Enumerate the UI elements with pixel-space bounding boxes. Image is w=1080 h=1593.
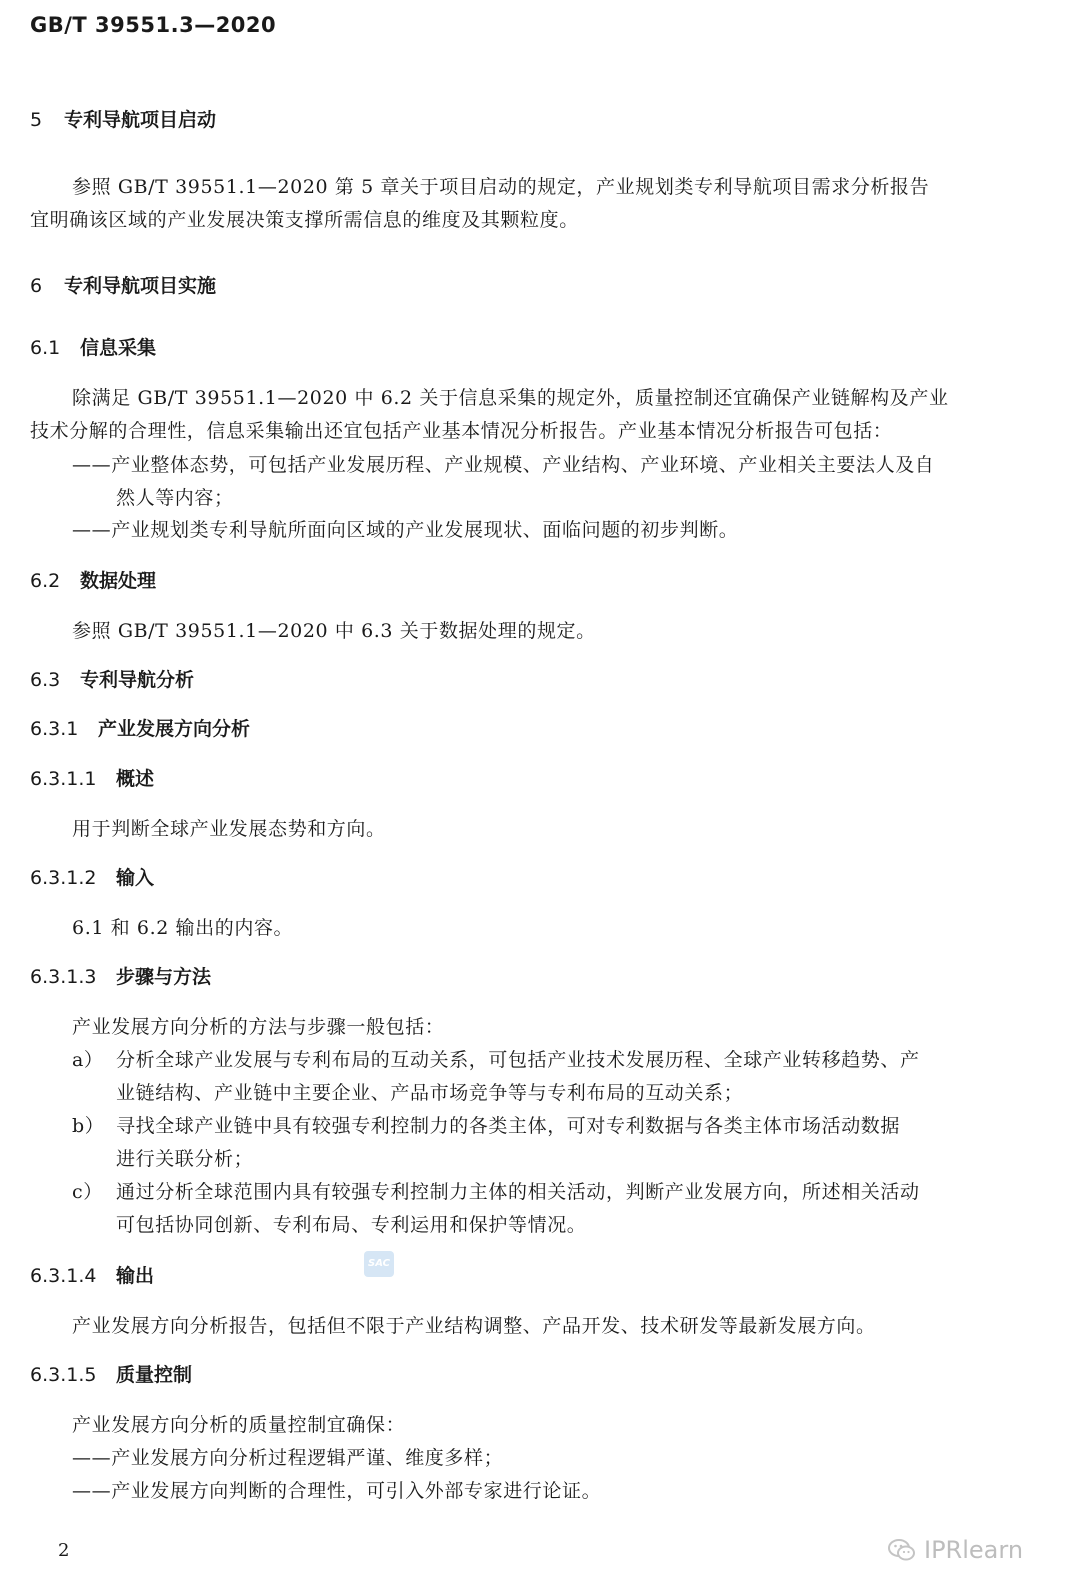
heading-title: 步骤与方法 xyxy=(116,966,212,988)
dash-item: ——产业发展方向判断的合理性，可引入外部专家进行论证。 xyxy=(72,1480,602,1502)
paragraph-line: 宜明确该区域的产业发展决策支撑所需信息的维度及其颗粒度。 xyxy=(30,209,579,231)
heading-6-3-1 xyxy=(30,714,250,741)
heading-6-2 xyxy=(30,566,156,593)
heading-number: 6.3.1.4 xyxy=(30,1265,97,1287)
dash-item: ——产业发展方向分析过程逻辑严谨、维度多样； xyxy=(72,1447,504,1469)
list-label: c） xyxy=(72,1181,103,1203)
heading-number: 6.3.1.3 xyxy=(30,966,97,988)
heading-number: 6.3.1 xyxy=(30,718,79,740)
paragraph-line: 参照 GB/T 39551.1—2020 第 5 章关于项目启动的规定，产业规划类专利导航项目需求分析报告 xyxy=(72,176,930,198)
sac-watermark: SAC xyxy=(364,1251,394,1277)
heading-6-3-1-5 xyxy=(30,1360,192,1387)
dash-item: ——产业整体态势，可包括产业发展历程、产业规模、产业结构、产业环境、产业相关主要法人及自 xyxy=(72,454,935,476)
heading-6-3-1-1 xyxy=(30,764,154,791)
heading-number: 5 xyxy=(30,109,43,131)
heading-number: 6.3.1.1 xyxy=(30,768,97,790)
paragraph-line: 产业发展方向分析的方法与步骤一般包括： xyxy=(72,1016,445,1038)
list-label: a） xyxy=(72,1049,104,1071)
list-item-text: 分析全球产业发展与专利布局的互动关系，可包括产业技术发展历程、全球产业转移趋势、产 xyxy=(116,1049,920,1071)
paragraph-line: 参照 GB/T 39551.1—2020 中 6.3 关于数据处理的规定。 xyxy=(72,620,596,642)
heading-6-3-1-3 xyxy=(30,962,211,989)
heading-6-3 xyxy=(30,665,194,692)
paragraph-line: 产业发展方向分析的质量控制宜确保： xyxy=(72,1414,406,1436)
dash-item: ——产业规划类专利导航所面向区域的产业发展现状、面临问题的初步判断。 xyxy=(72,519,739,541)
list-item-text: 业链结构、产业链中主要企业、产品市场竞争等与专利布局的互动关系； xyxy=(116,1082,744,1104)
paragraph-line: 产业发展方向分析报告，包括但不限于产业结构调整、产品开发、技术研发等最新发展方向。 xyxy=(72,1315,876,1337)
heading-number: 6.2 xyxy=(30,570,61,592)
standard-code: GB/T 39551.3—2020 xyxy=(30,13,277,37)
heading-6-3-1-4 xyxy=(30,1261,154,1288)
page-number: 2 xyxy=(58,1540,70,1561)
heading-number: 6.3.1.2 xyxy=(30,867,97,889)
list-label: b） xyxy=(72,1115,105,1137)
heading-number: 6.3.1.5 xyxy=(30,1364,97,1386)
heading-title: 专利导航分析 xyxy=(80,669,195,691)
paragraph-line: 技术分解的合理性，信息采集输出还宜包括产业基本情况分析报告。产业基本情况分析报告可包括： xyxy=(30,420,893,442)
heading-title: 概述 xyxy=(116,768,155,790)
heading-number: 6.3 xyxy=(30,669,61,691)
list-item-text: 通过分析全球范围内具有较强专利控制力主体的相关活动，判断产业发展方向，所述相关活动 xyxy=(116,1181,920,1203)
heading-title: 专利导航项目实施 xyxy=(64,275,217,297)
heading-5 xyxy=(30,105,216,132)
heading-6-1 xyxy=(30,333,156,360)
heading-title: 专利导航项目启动 xyxy=(64,109,217,131)
heading-title: 产业发展方向分析 xyxy=(98,718,251,740)
heading-title: 质量控制 xyxy=(116,1364,193,1386)
brand-name: IPRlearn xyxy=(924,1536,1024,1564)
heading-title: 数据处理 xyxy=(80,570,157,592)
heading-6-3-1-2 xyxy=(30,863,154,890)
heading-6 xyxy=(30,271,216,298)
heading-title: 信息采集 xyxy=(80,337,157,359)
paragraph-line: 6.1 和 6.2 输出的内容。 xyxy=(72,917,294,939)
paragraph-line: 用于判断全球产业发展态势和方向。 xyxy=(72,818,386,840)
list-item-text: 进行关联分析； xyxy=(116,1148,254,1170)
list-item-text: 可包括协同创新、专利布局、专利运用和保护等情况。 xyxy=(116,1214,587,1236)
heading-number: 6 xyxy=(30,275,43,297)
dash-item-continuation: 然人等内容； xyxy=(116,487,234,509)
list-item-text: 寻找全球产业链中具有较强专利控制力的各类主体，可对专利数据与各类主体市场活动数据 xyxy=(116,1115,901,1137)
heading-title: 输入 xyxy=(116,867,155,889)
wechat-icon xyxy=(888,1538,916,1562)
brand-watermark xyxy=(888,1536,1023,1564)
paragraph-line: 除满足 GB/T 39551.1—2020 中 6.2 关于信息采集的规定外，质量控制还宜确保产业链解构及产业 xyxy=(72,387,949,409)
heading-number: 6.1 xyxy=(30,337,61,359)
heading-title: 输出 xyxy=(116,1265,155,1287)
